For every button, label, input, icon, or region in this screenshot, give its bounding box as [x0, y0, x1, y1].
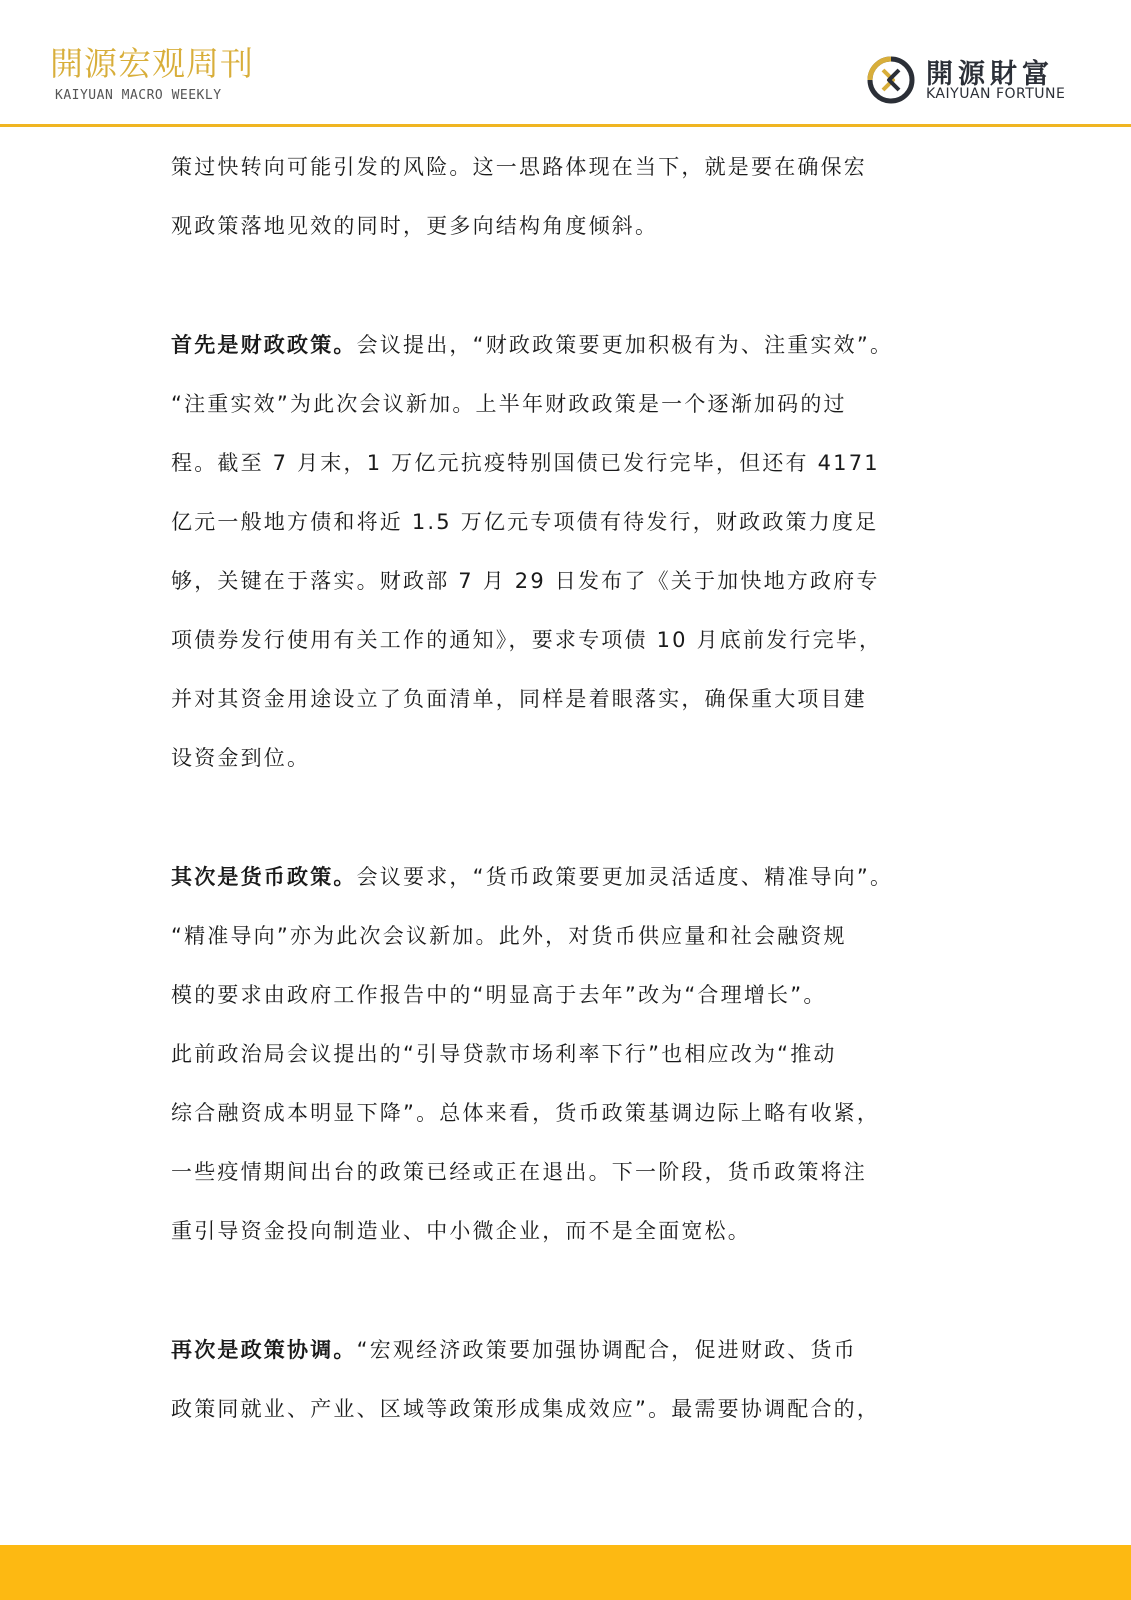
article-body: [171, 138, 961, 1439]
paragraph-lead: 首先是财政政策。: [171, 333, 357, 357]
kaiyuan-logo-icon: [866, 55, 916, 105]
text-run: 会议要求，“货币政策要更加灵活适度、精准导向”。: [356, 865, 894, 889]
text-line: “精准导向”亦为此次会议新加。此外，对货币供应量和社会融资规: [171, 924, 847, 948]
text-line: 重引导资金投向制造业、中小微企业，而不是全面宽松。: [171, 1219, 751, 1243]
text-line: 一些疫情期间出台的政策已经或正在退出。下一阶段，货币政策将注: [171, 1160, 867, 1184]
logo-chinese-name: 開源財富: [926, 59, 1054, 90]
text-line: 项债券发行使用有关工作的通知》，要求专项债 10 月底前发行完毕，: [171, 628, 883, 652]
text-line: 策过快转向可能引发的风险。这一思路体现在当下，就是要在确保宏: [171, 155, 867, 179]
text-line: [171, 1321, 961, 1380]
paragraph-policy-coordination: [171, 1321, 961, 1439]
paragraph-lead: 其次是货币政策。: [171, 865, 357, 889]
text-line: 综合融资成本明显下降”。总体来看，货币政策基调边际上略有收紧，: [171, 1101, 881, 1125]
text-line: 模的要求由政府工作报告中的“明显高于去年”改为“合理增长”。: [171, 983, 827, 1007]
paragraph-lead: 再次是政策协调。: [171, 1338, 357, 1362]
text-line: “注重实效”为此次会议新加。上半年财政政策是一个逐渐加码的过: [171, 392, 847, 416]
header-divider: [0, 124, 1131, 127]
text-line: 够，关键在于落实。财政部 7 月 29 日发布了《关于加快地方政府专: [171, 569, 880, 593]
text-line: 亿元一般地方债和将近 1.5 万亿元专项债有待发行，财政政策力度足: [171, 510, 879, 534]
text-line: [171, 316, 961, 375]
text-line: 政策同就业、产业、区域等政策形成集成效应”。最需要协调配合的，: [171, 1397, 881, 1421]
publication-title: 開源宏观周刊: [50, 44, 254, 83]
text-line: 观政策落地见效的同时，更多向结构角度倾斜。: [171, 214, 659, 238]
text-line: 此前政治局会议提出的“引导贷款市场利率下行”也相应改为“推动: [171, 1042, 837, 1066]
paragraph-monetary-policy: [171, 848, 961, 1261]
text-line: 并对其资金用途设立了负面清单，同样是着眼落实，确保重大项目建: [171, 687, 867, 711]
paragraph-intro: [171, 138, 961, 256]
publication-subtitle: KAIYUAN MACRO WEEKLY: [55, 88, 222, 103]
text-run: “宏观经济政策要加强协调配合，促进财政、货币: [356, 1338, 857, 1362]
page-header: [0, 0, 1131, 126]
logo-english-name: KAIYUAN FORTUNE: [926, 86, 1066, 102]
text-line: 程。截至 7 月末，1 万亿元抗疫特别国债已发行完毕，但还有 4171: [171, 451, 880, 475]
footer-band: [0, 1545, 1131, 1600]
text-line: 设资金到位。: [171, 746, 311, 770]
text-line: [171, 848, 961, 907]
paragraph-fiscal-policy: [171, 316, 961, 788]
text-run: 会议提出，“财政政策要更加积极有为、注重实效”。: [356, 333, 894, 357]
